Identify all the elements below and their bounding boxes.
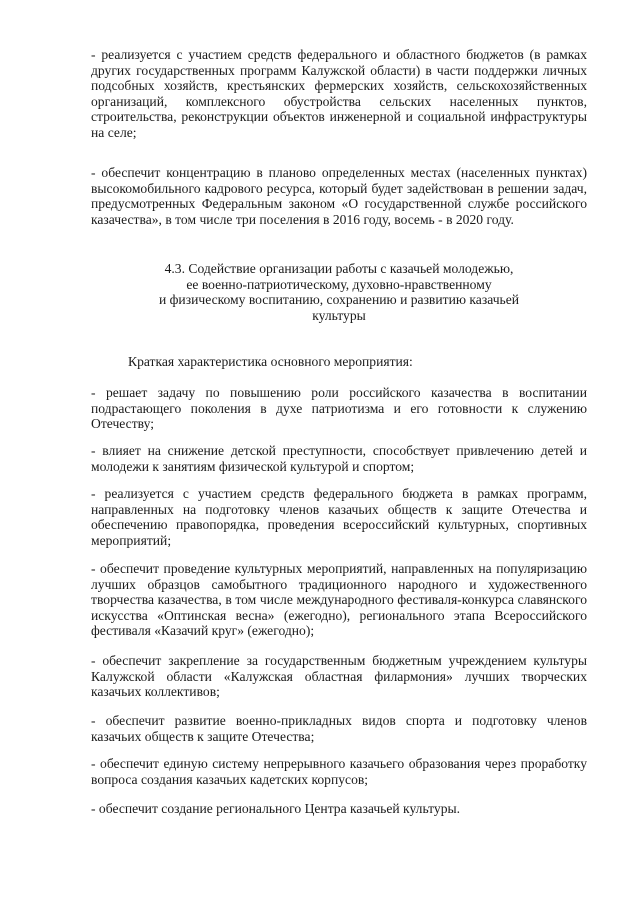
list-item: - обеспечит проведение культурных мероприятий, направленных на популяризацию лучших образцов самобытного традиционного народного и художественного творчества казачества, в том числе международного фестиваля-конкурса славянского искусства «Оптинская весна» (ежегодно), регионального этапа Всероссийского фестиваля «Казачий круг» (ежегодно);: [91, 561, 587, 639]
section-heading-line: 4.3. Содействие организации работы с казачьей молодежью,: [164, 261, 514, 276]
section-lead: Краткая характеристика основного мероприятия:: [128, 354, 413, 369]
list-item: - влияет на снижение детской преступности, способствует привлечению детей и молодежи к занятиям физической культурой и спортом;: [91, 443, 587, 474]
section-heading: [91, 261, 587, 323]
list-item: - обеспечит создание регионального Центра казачьей культуры.: [91, 801, 461, 816]
section-heading-line: и физическому воспитанию, сохранению и развитию казачьей: [158, 292, 520, 308]
list-item: - реализуется с участием средств федерального бюджета в рамках программ, направленных на подготовку членов казачьих обществ к защите Отечества и обеспечению правопорядка, проведения всероссийский культурных, спортивных мероприятий;: [91, 486, 587, 548]
list-item: - обеспечит закрепление за государственным бюджетным учреждением культуры Калужской области «Калужская областная филармония» лучших творческих казачьих коллективов;: [91, 653, 587, 700]
section-heading-line: ее военно-патриотическому, духовно-нравственному: [186, 276, 492, 292]
section-heading-line: культуры: [312, 307, 366, 323]
list-item: - решает задачу по повышению роли российского казачества в воспитании подрастающего поколения в духе патриотизма и его готовности к служению Отечеству;: [91, 385, 587, 432]
list-item: - обеспечит единую систему непрерывного казачьего образования через проработку вопроса создания казачьих кадетских корпусов;: [91, 756, 587, 787]
paragraph-personnel-concentration: - обеспечит концентрацию в планово определенных местах (населенных пунктах) высокомобильного кадрового ресурса, который будет задействован в решении задач, предусмотренных Федеральным законом «О государственной службе российского казачества», в том числе три поселения в 2016 году, восемь - в 2020 году.: [91, 165, 587, 227]
paragraph-budget-participation: - реализуется с участием средств федерального и областного бюджетов (в рамках других государственных программ Калужской области) в части поддержки личных подсобных хозяйств, крестьянских фермерских хозяйств, сельскохозяйственных организаций, комплексного обустройства сельских населенных пунктов, строительства, реконструкции объектов инженерной и социальной инфраструктуры на селе;: [91, 47, 587, 140]
list-item: - обеспечит развитие военно-прикладных видов спорта и подготовку членов казачьих обществ к защите Отечества;: [91, 713, 587, 744]
